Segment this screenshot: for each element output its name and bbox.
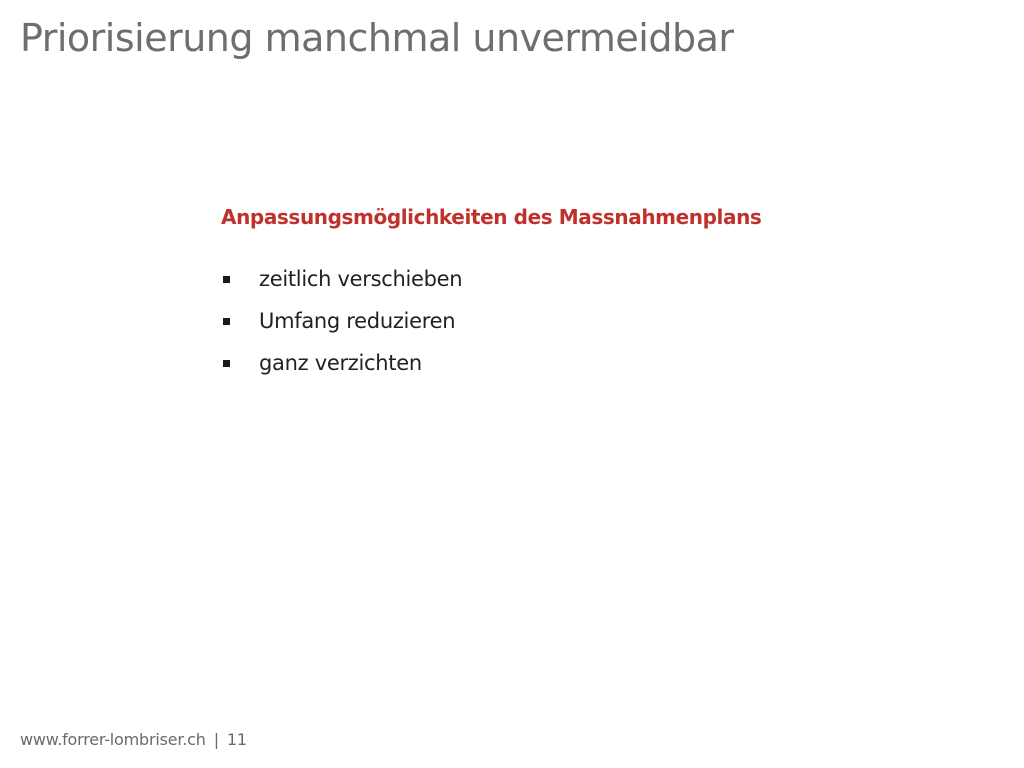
bullet-list (221, 258, 861, 384)
bullet-text: ganz verzichten (259, 351, 422, 375)
slide-content (221, 198, 861, 384)
footer-url: www.forrer-lombriser.ch (20, 730, 206, 749)
page-number: 11 (226, 730, 247, 749)
footer-separator: | (213, 730, 219, 749)
square-bullet-icon (223, 318, 230, 325)
bullet-text: zeitlich verschieben (259, 267, 463, 291)
square-bullet-icon (223, 276, 230, 283)
bullet-text: Umfang reduzieren (259, 309, 456, 333)
square-bullet-icon (223, 360, 230, 367)
slide-footer (20, 728, 247, 752)
list-item (221, 258, 861, 300)
page-title: Priorisierung manchmal unvermeidbar (20, 16, 734, 60)
section-heading: Anpassungsmöglichkeiten des Massnahmenplans (221, 205, 762, 229)
list-item (221, 300, 861, 342)
list-item (221, 342, 861, 384)
